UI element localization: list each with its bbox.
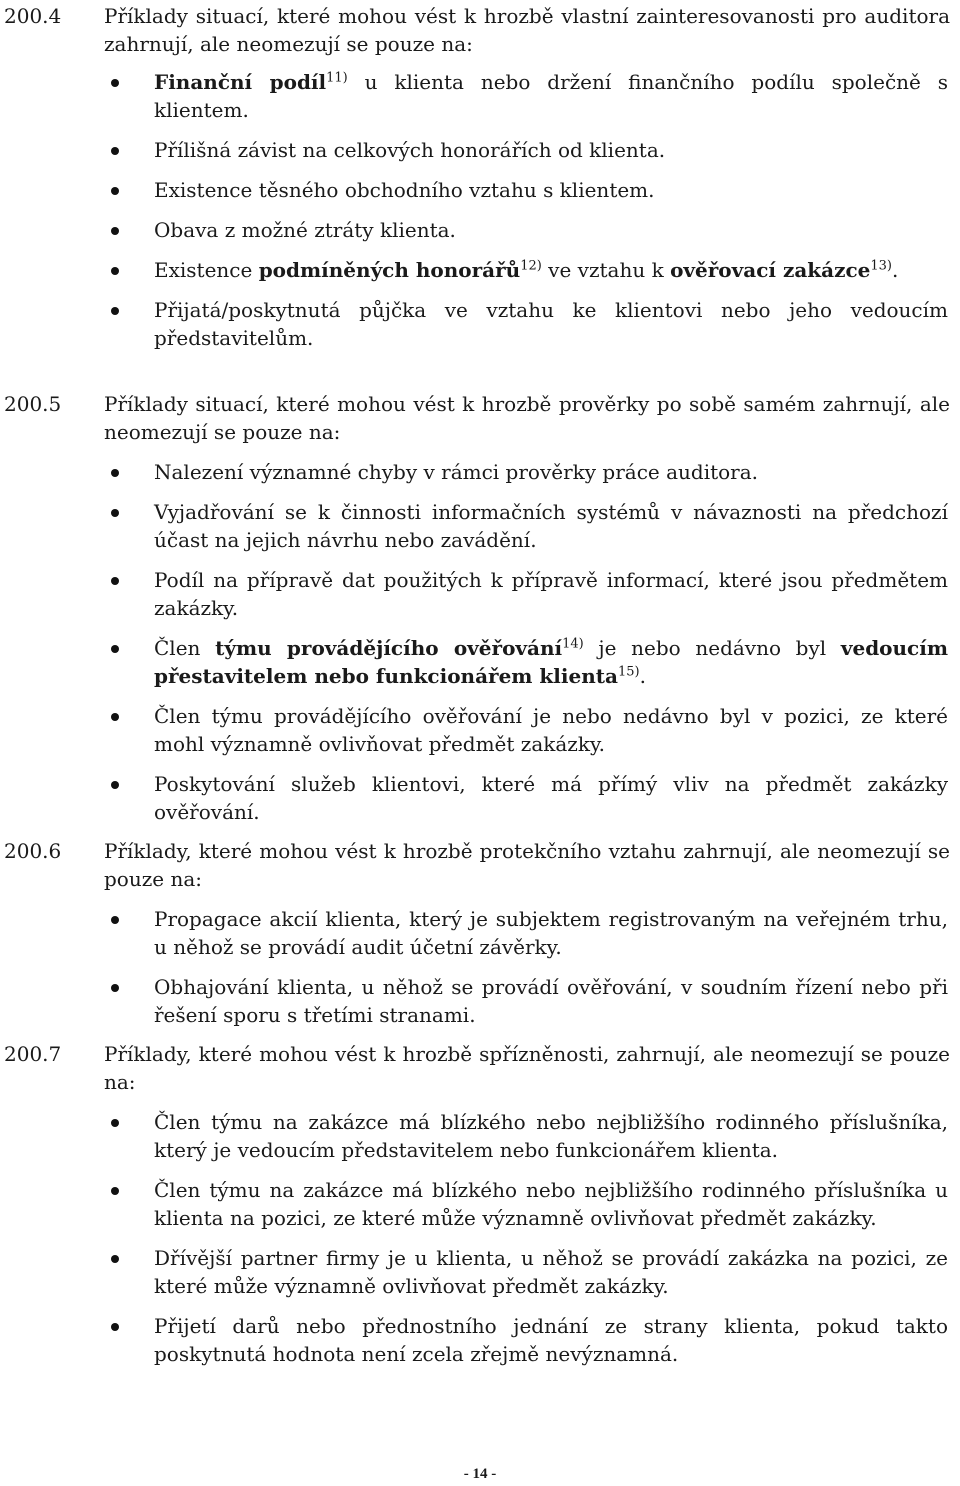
bullet-icon [4, 68, 154, 96]
text-run: u klienta nebo držení finančního podílu společně s klientem. [154, 70, 949, 122]
section-header [4, 837, 954, 893]
section-number: 200.4 [4, 4, 62, 28]
bullet-list [4, 68, 954, 352]
section-header [4, 1040, 954, 1096]
list-item-text: Obhajování klienta, u něhož se provádí ověřování, v soudním řízení nebo při řešení sporu s třetími stranami. [154, 975, 948, 1027]
section-200-5 [4, 390, 954, 826]
list-item [4, 1312, 954, 1368]
section-intro: Příklady, které mohou vést k hrozbě protekčního vztahu zahrnují, ale neomezují se pouze na: [104, 839, 950, 891]
list-item [4, 136, 954, 164]
list-item [4, 702, 954, 758]
bullet-icon [4, 634, 154, 662]
section-header [4, 2, 954, 58]
bullet-icon [4, 1176, 154, 1204]
bold-term: Finanční podíl [154, 70, 327, 94]
list-item [4, 1244, 954, 1300]
section-intro: Příklady situací, které mohou vést k hrozbě prověrky po sobě samém zahrnují, ale neomezují se pouze na: [104, 392, 950, 444]
list-item-text: Propagace akcií klienta, který je subjektem registrovaným na veřejném trhu, u něhož se provádí audit účetní závěrky. [154, 907, 948, 959]
list-item [4, 256, 954, 284]
bullet-icon [4, 973, 154, 1001]
list-item [4, 176, 954, 204]
section-number: 200.6 [4, 839, 62, 863]
section-200-4 [4, 2, 954, 352]
list-item-text: Vyjadřování se k činnosti informačních systémů v návaznosti na předchozí účast na jejich návrhu nebo zavádění. [154, 500, 948, 552]
bold-term: týmu provádějícího ověřování [215, 636, 563, 660]
bullet-icon [4, 498, 154, 526]
list-item [4, 973, 954, 1029]
bullet-list [4, 458, 954, 826]
bullet-icon [4, 770, 154, 798]
section-header [4, 390, 954, 446]
bullet-icon [4, 566, 154, 594]
bullet-list [4, 905, 954, 1029]
list-item-text: Obava z možné ztráty klienta. [154, 218, 456, 242]
list-item-text: Člen týmu provádějícího ověřování je nebo nedávno byl v pozici, ze které mohl významně ovlivňovat předmět zakázky. [154, 704, 948, 756]
text-run: Existence [154, 258, 259, 282]
bullet-icon [4, 216, 154, 244]
list-item [4, 566, 954, 622]
list-item-text: Přijatá/poskytnutá půjčka ve vztahu ke klientovi nebo jeho vedoucím představitelům. [154, 298, 948, 350]
list-item [4, 458, 954, 486]
section-intro: Příklady, které mohou vést k hrozbě spřízněnosti, zahrnují, ale neomezují se pouze na: [104, 1042, 950, 1094]
list-item [4, 905, 954, 961]
text-run: . [639, 664, 646, 688]
bullet-icon [4, 1312, 154, 1340]
list-item [4, 498, 954, 554]
list-item-text [154, 68, 954, 124]
footnote-ref: 13) [870, 258, 892, 274]
bullet-icon [4, 256, 154, 284]
bullet-icon [4, 1108, 154, 1136]
section-number: 200.7 [4, 1042, 62, 1066]
section-number: 200.5 [4, 392, 62, 416]
section-200-6 [4, 837, 954, 1029]
list-item-text: Nalezení významné chyby v rámci prověrky práce auditora. [154, 460, 759, 484]
bullet-icon [4, 1244, 154, 1272]
text-run: . [891, 258, 899, 282]
list-item-text: Člen týmu na zakázce má blízkého nebo nejbližšího rodinného příslušníka, který je vedoucím představitelem nebo funkcionářem klienta. [154, 1110, 948, 1162]
bold-term: podmíněných honorářů [258, 258, 521, 282]
page-number: - 14 - [463, 1466, 497, 1482]
list-item-text: Přílišná závist na celkových honorářích od klienta. [154, 138, 666, 162]
footnote-ref: 14) [562, 636, 584, 652]
list-item-text: Přijetí darů nebo přednostního jednání ze strany klienta, pokud takto poskytnutá hodnota není zcela zřejmě nevýznamná. [154, 1314, 948, 1366]
list-item-text: Poskytování služeb klientovi, které má přímý vliv na předmět zakázky ověřování. [154, 772, 948, 824]
text-run: je nebo nedávno byl [583, 636, 841, 660]
list-item-text: Dřívější partner firmy je u klienta, u něhož se provádí zakázka na pozici, ze které může významně ovlivňovat předmět zakázky. [154, 1246, 948, 1298]
section-200-7 [4, 1040, 954, 1368]
bullet-icon [4, 176, 154, 204]
text-run: Člen [154, 636, 216, 660]
list-item-text [154, 256, 954, 284]
text-run: ve vztahu k [541, 258, 671, 282]
list-item [4, 634, 954, 690]
list-item-text: Člen týmu na zakázce má blízkého nebo nejbližšího rodinného příslušníka u klienta na pozici, ze které může významně ovlivňovat předmět zakázky. [154, 1178, 948, 1230]
bullet-icon [4, 905, 154, 933]
list-item-text [154, 634, 954, 690]
section-intro: Příklady situací, které mohou vést k hrozbě vlastní zainteresovanosti pro auditora zahrnují, ale neomezují se pouze na: [104, 4, 950, 56]
bullet-icon [4, 702, 154, 730]
footnote-ref: 12) [520, 258, 542, 274]
bullet-icon [4, 296, 154, 324]
list-item [4, 68, 954, 124]
footnote-ref: 15) [617, 664, 640, 680]
list-item-text: Existence těsného obchodního vztahu s klientem. [154, 178, 655, 202]
list-item [4, 1108, 954, 1164]
list-item [4, 296, 954, 352]
bold-term: vedoucím přestavitelem nebo funkcionářem klienta [154, 636, 948, 688]
bold-term: ověřovací zakázce [670, 258, 871, 282]
list-item [4, 1176, 954, 1232]
list-item [4, 216, 954, 244]
list-item [4, 770, 954, 826]
bullet-icon [4, 136, 154, 164]
bullet-list [4, 1108, 954, 1368]
bullet-icon [4, 458, 154, 486]
list-item-text: Podíl na přípravě dat použitých k přípravě informací, které jsou předmětem zakázky. [154, 568, 948, 620]
footnote-ref: 11) [326, 70, 348, 86]
